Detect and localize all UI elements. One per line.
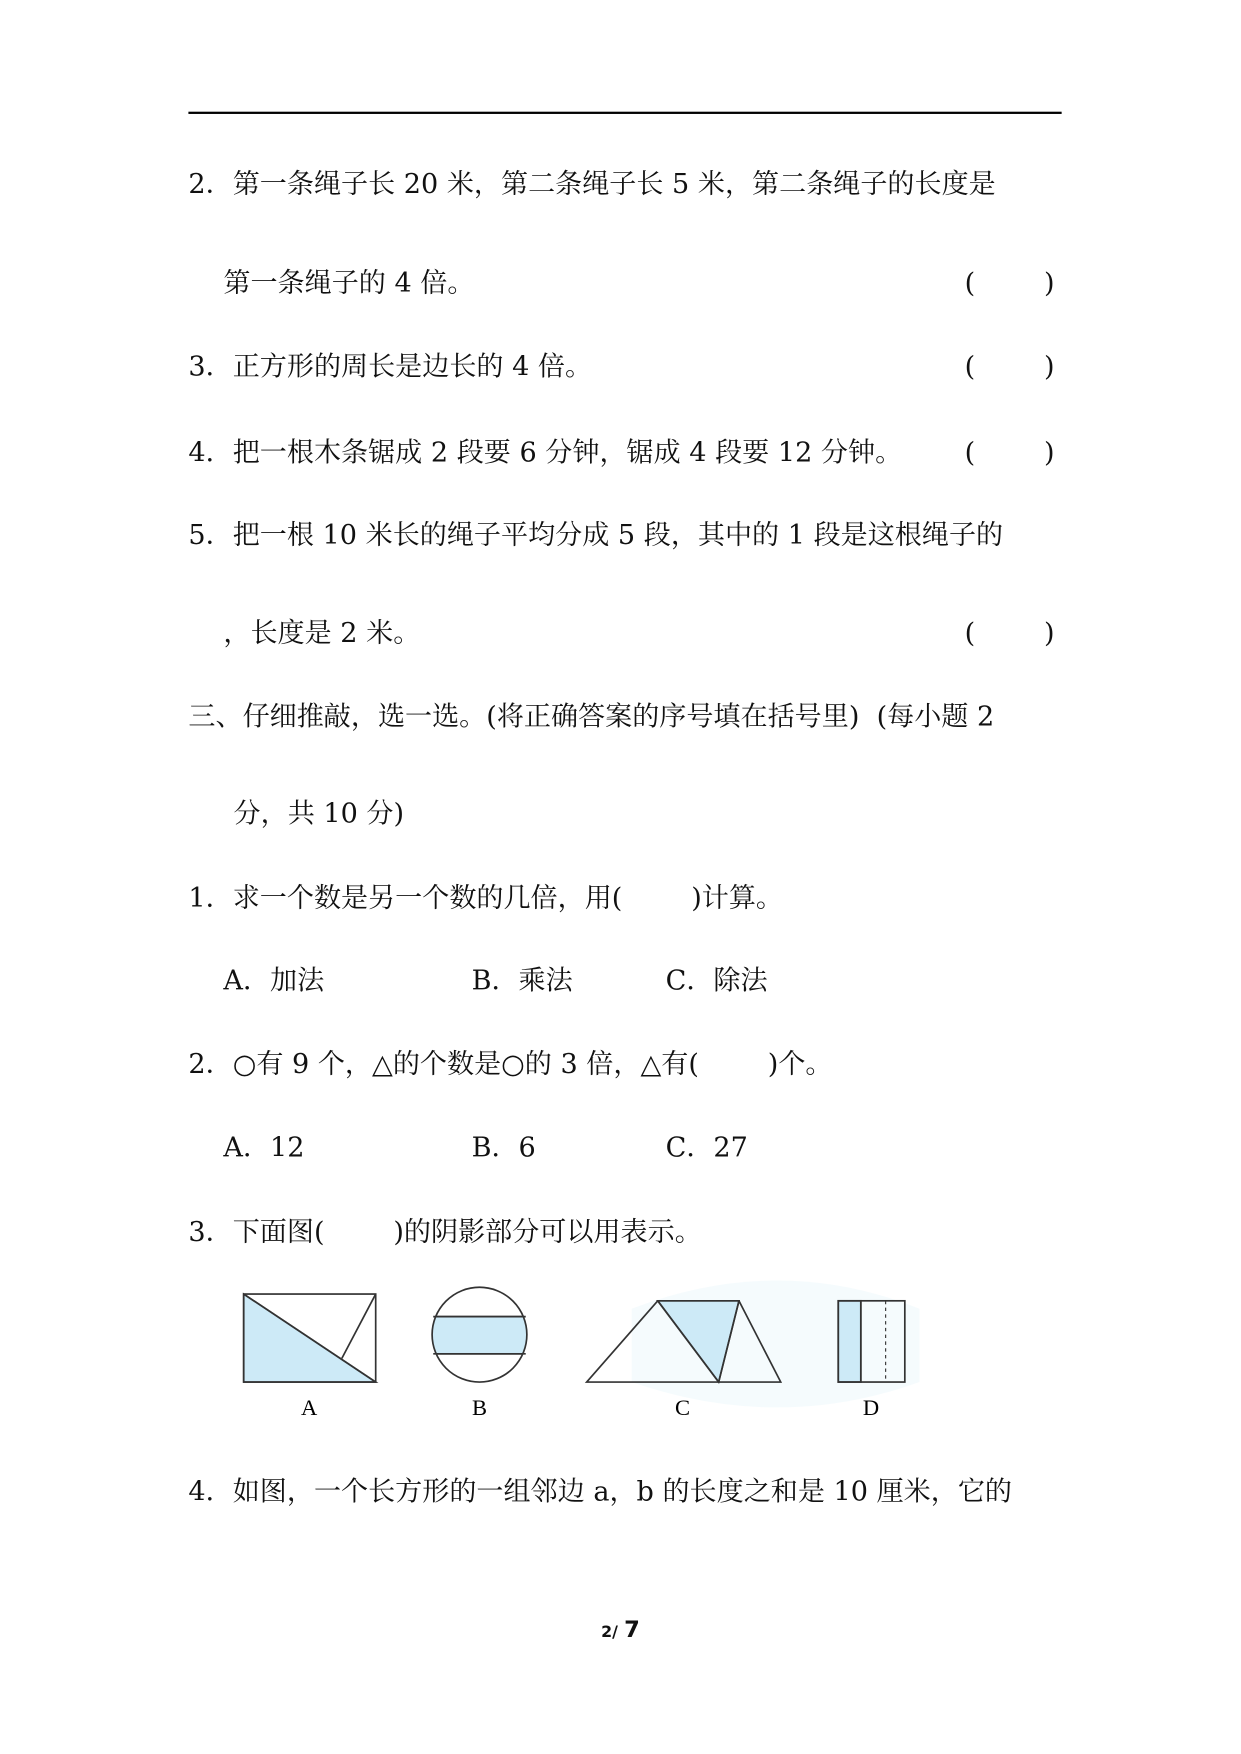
choice-q2-option-a[interactable]: A．12 xyxy=(223,1131,305,1164)
judge-item-4-answer[interactable]: ( ) xyxy=(964,436,1055,469)
figure-label-a: A xyxy=(300,1394,318,1420)
judge-item-5-line2: ，长度是 2 米。 xyxy=(223,617,421,649)
choice-q4: 4．如图，一个长方形的一组邻边 a，b 的长度之和是 10 厘米，它的 xyxy=(188,1475,1012,1508)
judge-item-2-answer[interactable]: ( ) xyxy=(964,267,1055,299)
page-total: 7 xyxy=(624,1615,640,1643)
figure-b xyxy=(429,1287,531,1382)
watermark xyxy=(632,1281,920,1408)
choice-q3: 3．下面图( )的阴影部分可以用表示。 xyxy=(188,1216,702,1248)
choice-q1: 1．求一个数是另一个数的几倍，用( )计算。 xyxy=(188,882,784,914)
section3-title-cont: 分，共 10 分) xyxy=(233,797,405,830)
choice-q1-option-a[interactable]: A．加法 xyxy=(223,964,325,997)
choice-q1-option-c[interactable]: C．除法 xyxy=(665,964,768,997)
choice-q2-option-c[interactable]: C．27 xyxy=(665,1131,748,1164)
page-current: 2/ xyxy=(601,1623,618,1642)
page-number xyxy=(0,1616,1241,1643)
figure-label-c: C xyxy=(675,1394,691,1420)
figure-a xyxy=(244,1294,376,1382)
choice-q1-option-b[interactable]: B．乘法 xyxy=(471,964,573,997)
judge-item-3-answer[interactable]: ( ) xyxy=(964,350,1055,383)
choice-q2-option-b[interactable]: B．6 xyxy=(471,1131,536,1164)
judge-item-4: 4．把一根木条锯成 2 段要 6 分钟，锯成 4 段要 12 分钟。 xyxy=(188,436,903,469)
section3-title: 三、仔细推敲，选一选。(将正确答案的序号填在括号里) (每小题 2 xyxy=(188,700,995,733)
judge-item-3: 3．正方形的周长是边长的 4 倍。 xyxy=(188,350,593,383)
judge-item-5-answer[interactable]: ( ) xyxy=(964,617,1055,649)
figure-label-d: D xyxy=(862,1394,880,1420)
judge-item-2-line1: 2．第一条绳子长 20 米，第二条绳子长 5 米，第二条绳子的长度是 xyxy=(188,168,996,200)
choice-q2: 2．○有 9 个，△的个数是○的 3 倍，△有( )个。 xyxy=(188,1048,833,1080)
judge-item-5-line1: 5．把一根 10 米长的绳子平均分成 5 段，其中的 1 段是这根绳子的 xyxy=(188,518,1004,551)
figure-label-b: B xyxy=(471,1394,488,1420)
judge-item-2-line2: 第一条绳子的 4 倍。 xyxy=(223,267,475,299)
